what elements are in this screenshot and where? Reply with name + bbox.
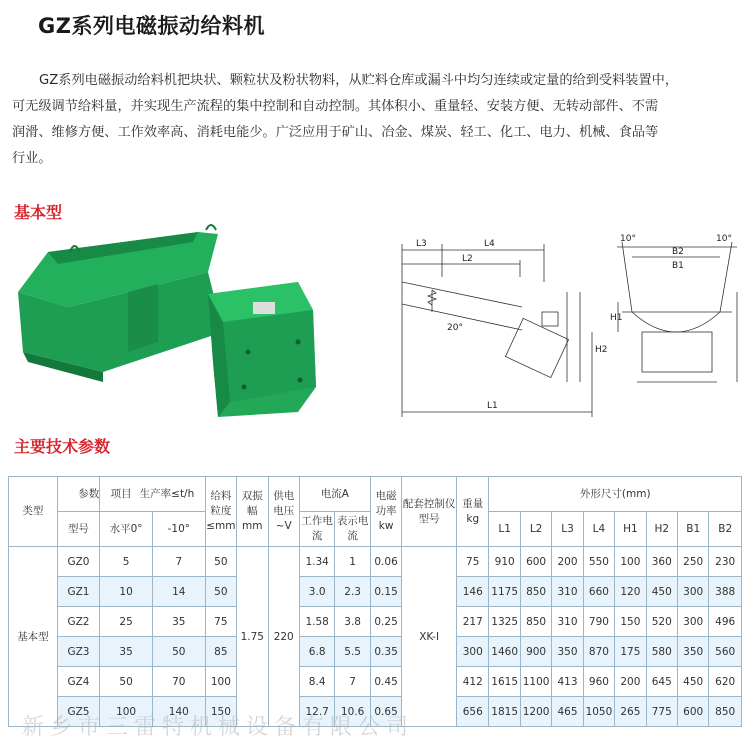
cell-dim-h2: 450 xyxy=(646,577,677,607)
cell-capacity-minus10: 35 xyxy=(152,607,205,637)
cell-weight: 75 xyxy=(457,547,489,577)
cell-power: 0.65 xyxy=(370,697,401,727)
dimension-drawing xyxy=(392,232,740,422)
cell-capacity-minus10: 70 xyxy=(152,667,205,697)
cell-granularity: 75 xyxy=(205,607,236,637)
svg-text:10°: 10° xyxy=(716,234,732,244)
cell-dim-b2: 620 xyxy=(709,667,742,697)
cell-dim-l4: 550 xyxy=(583,547,614,577)
table-row xyxy=(9,607,742,637)
cell-dim-l1: 910 xyxy=(489,547,520,577)
cell-dim-b1: 300 xyxy=(677,577,708,607)
cell-meter-current: 2.3 xyxy=(335,577,370,607)
cell-meter-current: 1 xyxy=(335,547,370,577)
hdr-dim-b1: B1 xyxy=(677,512,708,547)
cell-capacity-horizontal: 5 xyxy=(100,547,153,577)
cell-dim-h2: 520 xyxy=(646,607,677,637)
hdr-capacity: 项目 生产率≤t/h xyxy=(100,477,205,512)
cell-power: 0.15 xyxy=(370,577,401,607)
cell-dim-b2: 230 xyxy=(709,547,742,577)
table-row xyxy=(9,637,742,667)
table-row xyxy=(9,697,742,727)
cell-dim-b2: 388 xyxy=(709,577,742,607)
intro-line-2: 可无级调节给料量，并实现生产流程的集中控制和自动控制。其体积小、重量轻、安装方便、无转动部件、不需 xyxy=(12,99,659,114)
cell-dim-l4: 870 xyxy=(583,637,614,667)
cell-work-current: 6.8 xyxy=(299,637,334,667)
hdr-dim-b2: B2 xyxy=(709,512,742,547)
cell-dim-l3: 413 xyxy=(552,667,583,697)
svg-text:L2: L2 xyxy=(462,254,473,264)
cell-dim-h1: 100 xyxy=(615,547,646,577)
cell-dim-l4: 660 xyxy=(583,577,614,607)
cell-dim-l1: 1460 xyxy=(489,637,520,667)
cell-amplitude: 1.75 xyxy=(237,547,268,727)
cell-dim-h1: 150 xyxy=(615,607,646,637)
cell-model: GZ3 xyxy=(57,637,100,667)
cell-weight: 412 xyxy=(457,667,489,697)
hdr-power: 电磁功率kw xyxy=(370,477,401,547)
cell-model: GZ0 xyxy=(57,547,100,577)
cell-meter-current: 10.6 xyxy=(335,697,370,727)
svg-text:H2: H2 xyxy=(595,345,608,355)
cell-meter-current: 3.8 xyxy=(335,607,370,637)
cell-capacity-horizontal: 35 xyxy=(100,637,153,667)
company-watermark: 新乡市三雷特机械设备有限公司 xyxy=(22,715,415,740)
cell-controller: XK-I xyxy=(402,547,457,727)
cell-work-current: 1.34 xyxy=(299,547,334,577)
cell-capacity-minus10: 50 xyxy=(152,637,205,667)
svg-text:L4: L4 xyxy=(484,239,495,249)
cell-dim-l3: 465 xyxy=(552,697,583,727)
hdr-model: 型号 xyxy=(57,512,100,547)
cell-power: 0.45 xyxy=(370,667,401,697)
cell-work-current: 1.58 xyxy=(299,607,334,637)
cell-model: GZ1 xyxy=(57,577,100,607)
intro-line-1: GZ系列电磁振动给料机把块状、颗粒状及粉状物料，从贮料仓库或漏斗中均匀连续或定量的给到受料装置中， xyxy=(39,73,679,88)
cell-dim-b1: 300 xyxy=(677,607,708,637)
cell-granularity: 100 xyxy=(205,667,236,697)
cell-granularity: 150 xyxy=(205,697,236,727)
cell-dim-h2: 360 xyxy=(646,547,677,577)
table-row xyxy=(9,547,742,577)
hdr-voltage: 供电电压~V xyxy=(268,477,299,547)
cell-dim-h1: 200 xyxy=(615,667,646,697)
svg-text:B2: B2 xyxy=(672,247,684,257)
svg-text:B1: B1 xyxy=(672,261,684,271)
cell-dim-l3: 200 xyxy=(552,547,583,577)
cell-work-current: 8.4 xyxy=(299,667,334,697)
hdr-dim-l2: L2 xyxy=(520,512,551,547)
cell-capacity-minus10: 140 xyxy=(152,697,205,727)
cell-dim-h2: 645 xyxy=(646,667,677,697)
cell-model: GZ4 xyxy=(57,667,100,697)
intro-line-4: 行业。 xyxy=(12,151,52,166)
intro-paragraph xyxy=(12,68,740,172)
cell-dim-l1: 1325 xyxy=(489,607,520,637)
table-row xyxy=(9,667,742,697)
cell-granularity: 85 xyxy=(205,637,236,667)
cell-dim-b2: 560 xyxy=(709,637,742,667)
hdr-minus10: -10° xyxy=(152,512,205,547)
svg-text:H1: H1 xyxy=(610,313,623,323)
cell-dim-l4: 790 xyxy=(583,607,614,637)
cell-capacity-horizontal: 50 xyxy=(100,667,153,697)
cell-dim-l3: 310 xyxy=(552,607,583,637)
cell-dim-b1: 450 xyxy=(677,667,708,697)
cell-capacity-horizontal: 25 xyxy=(100,607,153,637)
spec-table xyxy=(8,476,742,727)
hdr-dim-l4: L4 xyxy=(583,512,614,547)
cell-dim-l2: 850 xyxy=(520,577,551,607)
hdr-dim-h2: H2 xyxy=(646,512,677,547)
svg-text:L1: L1 xyxy=(487,401,498,411)
cell-meter-current: 5.5 xyxy=(335,637,370,667)
hdr-type: 类型 xyxy=(9,477,58,547)
cell-capacity-minus10: 7 xyxy=(152,547,205,577)
cell-model: GZ5 xyxy=(57,697,100,727)
section-params-heading: 主要技术参数 xyxy=(14,437,111,456)
cell-weight: 300 xyxy=(457,637,489,667)
cell-dim-h2: 775 xyxy=(646,697,677,727)
hdr-dim-h1: H1 xyxy=(615,512,646,547)
cell-dim-l2: 600 xyxy=(520,547,551,577)
cell-power: 0.35 xyxy=(370,637,401,667)
hdr-amplitude: 双振幅mm xyxy=(237,477,268,547)
cell-dim-b1: 250 xyxy=(677,547,708,577)
cell-capacity-minus10: 14 xyxy=(152,577,205,607)
cell-meter-current: 7 xyxy=(335,667,370,697)
cell-model: GZ2 xyxy=(57,607,100,637)
cell-dim-l3: 310 xyxy=(552,577,583,607)
hdr-meter-current: 表示电流 xyxy=(335,512,370,547)
page-title: GZ系列电磁振动给料机 xyxy=(38,14,265,38)
cell-dim-l1: 1175 xyxy=(489,577,520,607)
cell-dim-b2: 496 xyxy=(709,607,742,637)
hdr-controller: 配套控制仪型号 xyxy=(402,477,457,547)
cell-capacity-horizontal: 10 xyxy=(100,577,153,607)
hdr-dim-l3: L3 xyxy=(552,512,583,547)
cell-dim-l2: 1200 xyxy=(520,697,551,727)
cell-dim-l2: 1100 xyxy=(520,667,551,697)
cell-weight: 217 xyxy=(457,607,489,637)
cell-power: 0.06 xyxy=(370,547,401,577)
svg-text:L3: L3 xyxy=(416,239,427,249)
cell-dim-h2: 580 xyxy=(646,637,677,667)
cell-dim-l1: 1815 xyxy=(489,697,520,727)
hdr-granularity: 给料粒度≤mm xyxy=(205,477,236,547)
svg-text:20°: 20° xyxy=(447,323,463,333)
hdr-work-current: 工作电流 xyxy=(299,512,334,547)
cell-power: 0.25 xyxy=(370,607,401,637)
cell-dim-h1: 175 xyxy=(615,637,646,667)
cell-dim-b1: 600 xyxy=(677,697,708,727)
cell-work-current: 12.7 xyxy=(299,697,334,727)
cell-dim-l4: 1050 xyxy=(583,697,614,727)
cell-type: 基本型 xyxy=(9,547,58,727)
cell-granularity: 50 xyxy=(205,547,236,577)
cell-dim-l4: 960 xyxy=(583,667,614,697)
table-row xyxy=(9,577,742,607)
cell-dim-b1: 350 xyxy=(677,637,708,667)
hdr-dims: 外形尺寸(mm) xyxy=(489,477,742,512)
hdr-param-item: 参数 xyxy=(57,477,100,512)
hdr-weight: 重量kg xyxy=(457,477,489,547)
cell-weight: 656 xyxy=(457,697,489,727)
cell-dim-l3: 350 xyxy=(552,637,583,667)
hdr-horizontal: 水平0° xyxy=(100,512,153,547)
svg-text:10°: 10° xyxy=(620,234,636,244)
intro-line-3: 润滑、维修方便、工作效率高、消耗电能少。广泛应用于矿山、冶金、煤炭、轻工、化工、电力、机械、食品等 xyxy=(12,125,659,140)
cell-dim-b2: 850 xyxy=(709,697,742,727)
cell-granularity: 50 xyxy=(205,577,236,607)
section-basic-heading: 基本型 xyxy=(14,203,63,222)
cell-work-current: 3.0 xyxy=(299,577,334,607)
cell-voltage: 220 xyxy=(268,547,299,727)
hdr-current: 电流A xyxy=(299,477,370,512)
feeder-product-image xyxy=(8,212,338,422)
cell-dim-l2: 850 xyxy=(520,607,551,637)
hdr-dim-l1: L1 xyxy=(489,512,520,547)
cell-dim-l1: 1615 xyxy=(489,667,520,697)
cell-dim-h1: 265 xyxy=(615,697,646,727)
cell-capacity-horizontal: 100 xyxy=(100,697,153,727)
cell-dim-h1: 120 xyxy=(615,577,646,607)
cell-dim-l2: 900 xyxy=(520,637,551,667)
cell-weight: 146 xyxy=(457,577,489,607)
